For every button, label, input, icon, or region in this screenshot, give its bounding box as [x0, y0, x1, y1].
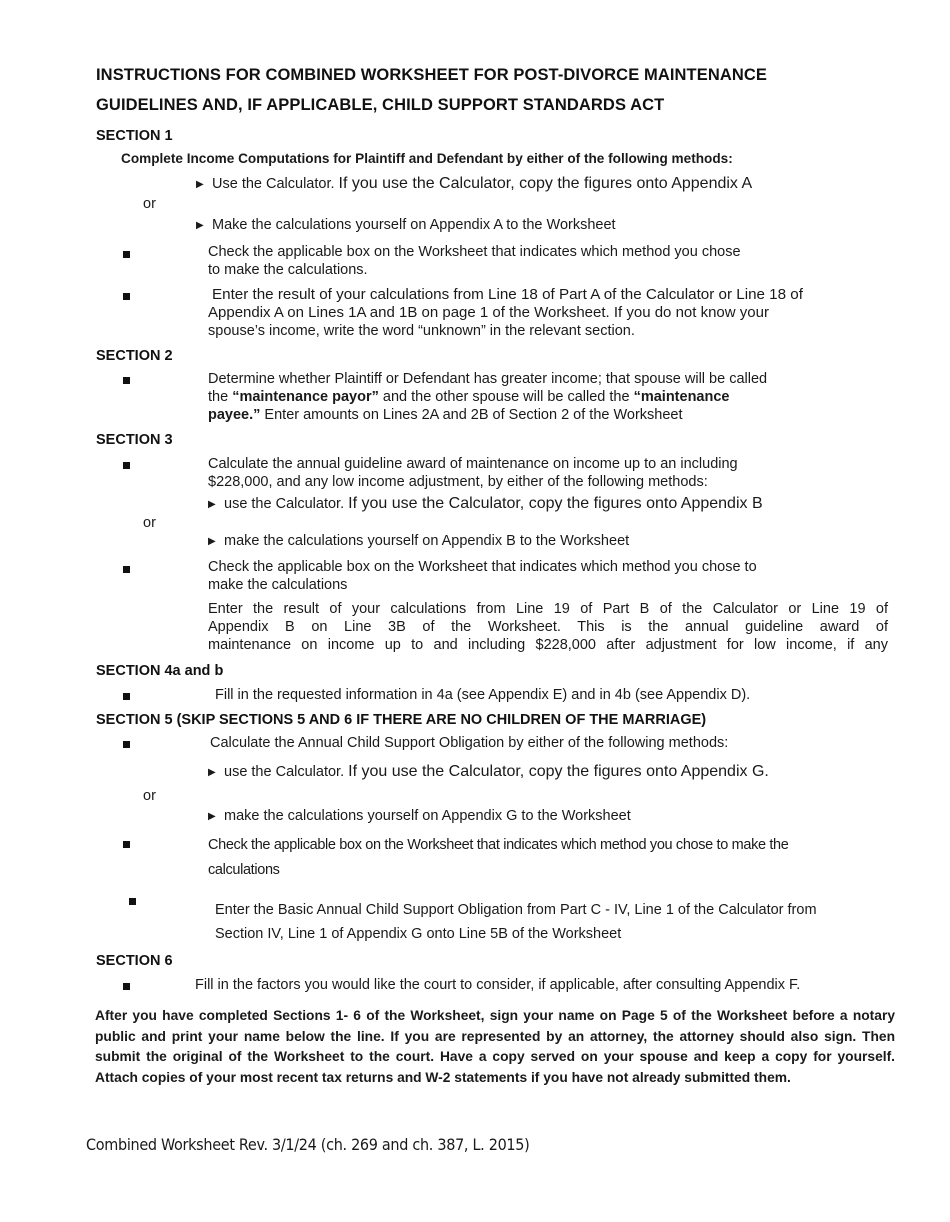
bullet-icon: [123, 566, 130, 573]
bullet-icon: [123, 741, 130, 748]
text-line: [208, 406, 767, 424]
text-run: and the other spouse will be called the: [378, 389, 634, 405]
arrow-icon: ▶: [208, 811, 216, 822]
bullet-icon: [123, 377, 130, 384]
option-note: If you use the Calculator, copy the figures onto Appendix A: [338, 175, 753, 192]
text-line: Check the applicable box on the Worksheet that indicates which method you chose to: [208, 559, 757, 575]
text-line: Appendix B on Line 3B of the Worksheet. This is the annual guideline award of: [208, 619, 888, 635]
or-label: or: [143, 196, 156, 212]
footer-revision: Combined Worksheet Rev. 3/1/24 (ch. 269 and ch. 387, L. 2015): [86, 1135, 530, 1154]
arrow-icon: ▶: [196, 220, 204, 231]
option-text: use the Calculator.: [224, 496, 345, 512]
section-5-heading: SECTION 5 (SKIP SECTIONS 5 AND 6 IF THERE ARE NO CHILDREN OF THE MARRIAGE): [96, 712, 707, 728]
arrow-icon: ▶: [208, 536, 216, 547]
text-line: Enter the result of your calculations from Line 18 of Part A of the Calculator or Line 18 of: [212, 286, 803, 303]
arrow-icon: ▶: [208, 499, 216, 510]
text-line: to make the calculations.: [208, 262, 368, 278]
maintenance-payee-term: payee.”: [208, 407, 261, 423]
or-label: or: [143, 515, 156, 531]
text-line: [208, 388, 767, 406]
section-4-heading: SECTION 4a and b: [96, 663, 224, 679]
arrow-icon: ▶: [196, 179, 204, 190]
arrow-icon: ▶: [208, 767, 216, 778]
option-text: make the calculations yourself on Appendix G to the Worksheet: [224, 808, 631, 824]
section-1-bullet-1: [208, 243, 741, 279]
section-2-heading: SECTION 2: [96, 348, 173, 364]
section-1-option-calculator: [196, 175, 752, 194]
option-note: If you use the Calculator, copy the figures onto Appendix B: [348, 495, 763, 512]
final-instructions-paragraph: After you have completed Sections 1- 6 of the Worksheet, sign your name on Page 5 of the Worksheet before a notary public and print your name below the line. If you are represented by an attorney, the attorney should also sign. Then submit the original of the Worksheet to the court. Have a copy served on your spouse and keep a copy for yourself. Attach copies of your most recent tax returns and W-2 statements if you have not already submitted them.: [95, 1008, 895, 1085]
bullet-icon: [123, 462, 130, 469]
text-line: Check the applicable box on the Worksheet that indicates which method you chose to make the: [208, 837, 789, 853]
bullet-icon: [123, 983, 130, 990]
option-text: use the Calculator.: [224, 764, 345, 780]
bullet-icon: [123, 293, 130, 300]
section-1-heading: SECTION 1: [96, 128, 173, 144]
section-1-subheading: Complete Income Computations for Plaintiff and Defendant by either of the following methods:: [121, 151, 733, 166]
section-6-heading: SECTION 6: [96, 953, 173, 969]
section-5-bullet-3: [215, 898, 817, 946]
section-3-bullet-1: [208, 455, 738, 491]
title-line-1: INSTRUCTIONS FOR COMBINED WORKSHEET FOR POST-DIVORCE MAINTENANCE: [96, 66, 767, 84]
maintenance-payee-term: “maintenance: [633, 389, 730, 405]
option-note: If you use the Calculator, copy the figures onto Appendix G.: [348, 763, 769, 780]
section-3-bullet-2: [208, 558, 757, 594]
text-line: Enter the result of your calculations from Line 19 of Part B of the Calculator or Line 19 of: [208, 601, 888, 617]
bullet-icon: [123, 251, 130, 258]
text-line: make the calculations: [208, 577, 348, 593]
text-line: Section IV, Line 1 of Appendix G onto Line 5B of the Worksheet: [215, 926, 622, 942]
or-label: or: [143, 788, 156, 804]
section-3-heading: SECTION 3: [96, 432, 173, 448]
title-line-2: GUIDELINES AND, IF APPLICABLE, CHILD SUPPORT STANDARDS ACT: [96, 96, 665, 114]
text-line: Enter the Basic Annual Child Support Obligation from Part C - IV, Line 1 of the Calculator from: [215, 902, 817, 918]
section-5-bullet-2: [208, 833, 788, 883]
text-line: Check the applicable box on the Worksheet that indicates which method you chose: [208, 244, 741, 260]
section-3-result-paragraph: [208, 600, 888, 654]
option-text: Make the calculations yourself on Appendix A to the Worksheet: [212, 217, 616, 233]
section-5-option-manual: [208, 807, 631, 826]
section-2-bullet-1: [208, 370, 767, 424]
option-text: Use the Calculator.: [212, 176, 335, 192]
option-text: make the calculations yourself on Appendix B to the Worksheet: [224, 533, 630, 549]
maintenance-payor-term: “maintenance payor”: [232, 389, 379, 405]
section-6-bullet-1: Fill in the factors you would like the court to consider, if applicable, after consulting Appendix F.: [195, 977, 801, 993]
section-3-option-manual: [208, 532, 629, 551]
text-line: Determine whether Plaintiff or Defendant has greater income; that spouse will be called: [208, 371, 768, 387]
text-run: the: [208, 389, 233, 405]
text-line: $228,000, and any low income adjustment, by either of the following methods:: [208, 474, 708, 490]
section-5-bullet-1: Calculate the Annual Child Support Obligation by either of the following methods:: [210, 735, 729, 751]
section-5-option-calculator: [208, 763, 769, 782]
text-line: spouse’s income, write the word “unknown” in the relevant section.: [208, 323, 635, 339]
bullet-icon: [123, 841, 130, 848]
text-line: calculations: [208, 862, 280, 878]
text-run: Enter amounts on Lines 2A and 2B of Section 2 of the Worksheet: [260, 407, 683, 423]
section-3-option-calculator: [208, 495, 763, 514]
bullet-icon: [123, 693, 130, 700]
section-1-option-manual: [196, 216, 616, 235]
bullet-icon: [129, 898, 136, 905]
section-1-bullet-2: [208, 286, 888, 340]
text-line: Appendix A on Lines 1A and 1B on page 1 of the Worksheet. If you do not know your: [208, 304, 769, 321]
text-line: maintenance on income up to and including $228,000 after adjustment for low income, if any: [208, 637, 888, 653]
section-4-bullet-1: Fill in the requested information in 4a (see Appendix E) and in 4b (see Appendix D).: [215, 687, 751, 703]
text-line: Calculate the annual guideline award of maintenance on income up to an including: [208, 456, 738, 472]
